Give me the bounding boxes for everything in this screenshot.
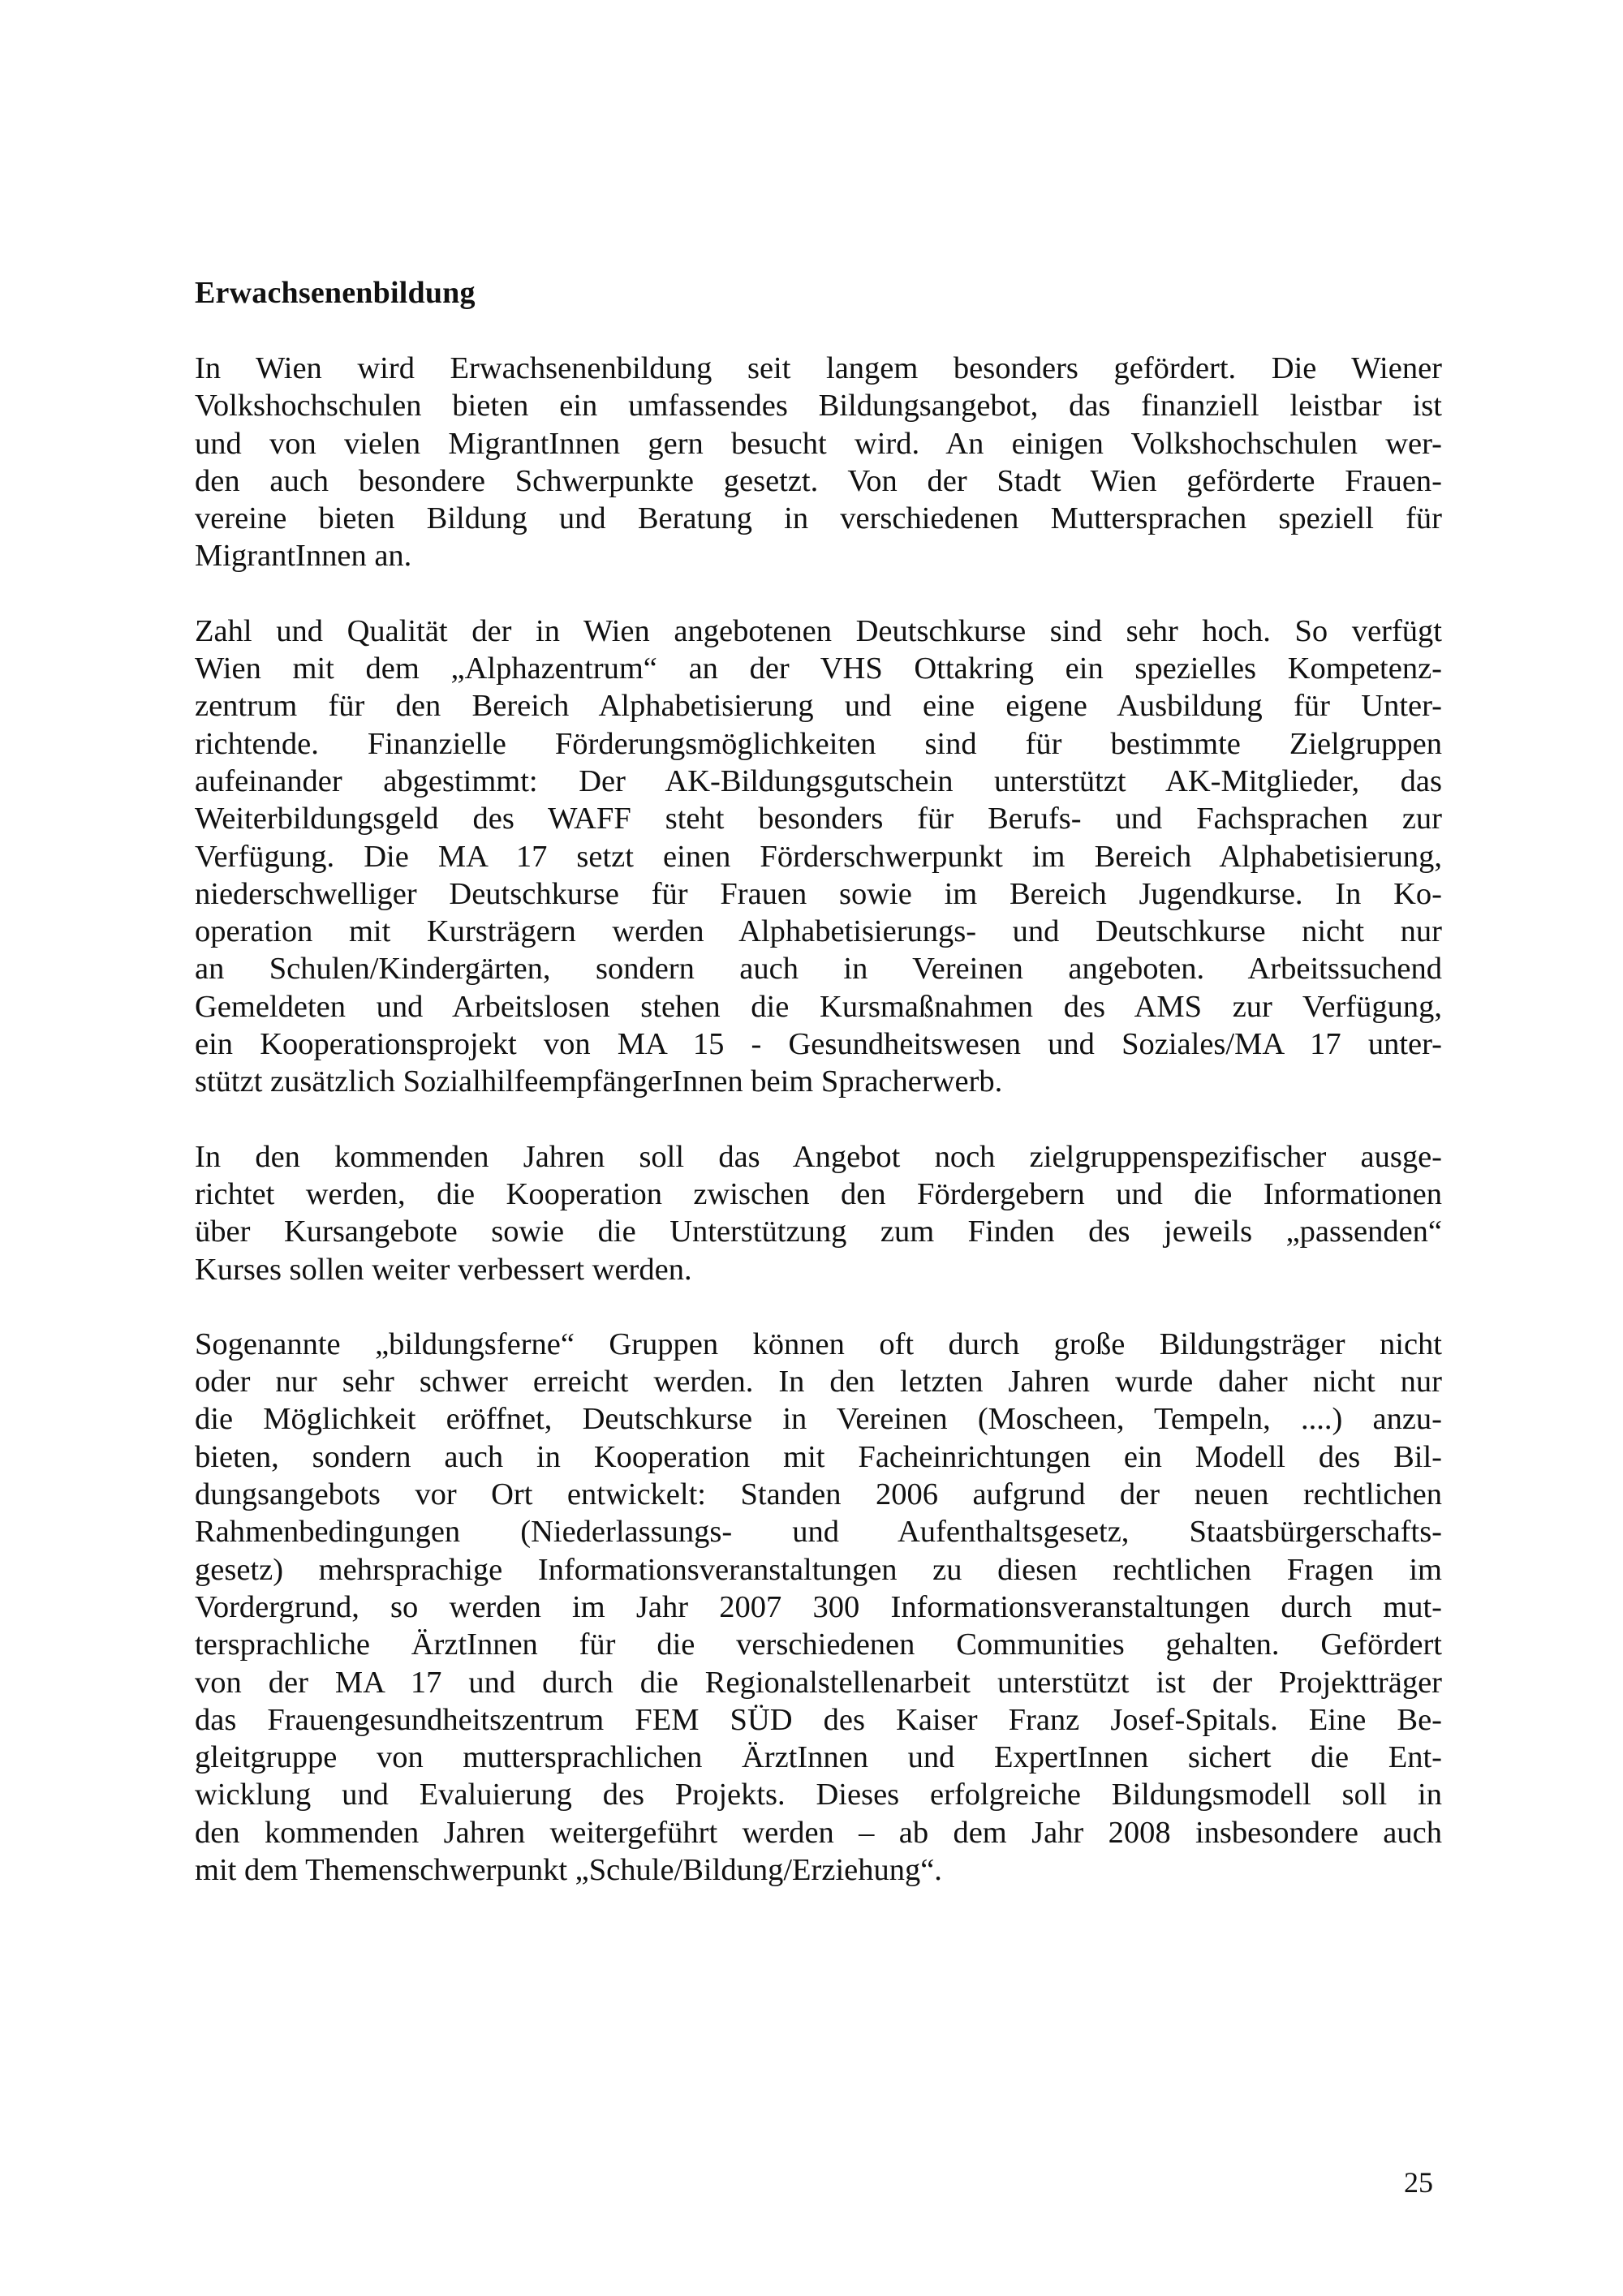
text-line: stützt zusätzlich SozialhilfeempfängerInnen beim Spracherwerb. [195, 1064, 1003, 1099]
body-text [195, 350, 1442, 1889]
text-line: aufeinander abgestimmt: Der AK-Bildungsgutschein unterstützt AK-Mitglieder, das [195, 763, 1442, 798]
text-line: Gemeldeten und Arbeitslosen stehen die Kursmaßnahmen des AMS zur Verfügung, [195, 989, 1442, 1024]
text-line: gleitgruppe von muttersprachlichen ÄrztInnen und ExpertInnen sichert die Ent- [195, 1740, 1442, 1775]
page-content [195, 274, 1442, 1926]
text-line: niederschwelliger Deutschkurse für Frauen sowie im Bereich Jugendkurse. In Ko- [195, 876, 1442, 911]
text-line: gesetz) mehrsprachige Informationsveranstaltungen zu diesen rechtlichen Fragen im [195, 1552, 1442, 1587]
text-line: und von vielen MigrantInnen gern besucht wird. An einigen Volkshochschulen wer- [195, 426, 1442, 461]
text-line: In den kommenden Jahren soll das Angebot noch zielgruppenspezifischer ausge- [195, 1139, 1442, 1174]
text-line: das Frauengesundheitszentrum FEM SÜD des Kaiser Franz Josef-Spitals. Eine Be- [195, 1702, 1442, 1737]
text-line: bieten, sondern auch in Kooperation mit Facheinrichtungen ein Modell des Bil- [195, 1439, 1442, 1474]
text-line: In Wien wird Erwachsenenbildung seit langem besonders gefördert. Die Wiener [195, 351, 1442, 385]
text-line: Rahmenbedingungen (Niederlassungs- und Aufenthaltsgesetz, Staatsbürgerschafts- [195, 1515, 1442, 1550]
text-line: Zahl und Qualität der in Wien angebotenen Deutschkurse sind sehr hoch. So verfügt [195, 613, 1442, 648]
text-line: Volkshochschulen bieten ein umfassendes Bildungsangebot, das finanziell leistbar ist [195, 389, 1442, 424]
paragraph [195, 1138, 1442, 1288]
paragraph [195, 1326, 1442, 1889]
text-line: Wien mit dem „Alphazentrum“ an der VHS Ottakring ein spezielles Kompetenz- [195, 651, 1442, 686]
text-line: die Möglichkeit eröffnet, Deutschkurse in Vereinen (Moscheen, Tempeln, ....) anzu- [195, 1402, 1442, 1437]
paragraph [195, 613, 1442, 1101]
text-line: zentrum für den Bereich Alphabetisierung und eine eigene Ausbildung für Unter- [195, 689, 1442, 724]
text-line: mit dem Themenschwerpunkt „Schule/Bildung/Erziehung“. [195, 1852, 942, 1887]
text-line: vereine bieten Bildung und Beratung in verschiedenen Muttersprachen speziell für [195, 501, 1442, 536]
text-line: von der MA 17 und durch die Regionalstellenarbeit unterstützt ist der Projektträger [195, 1665, 1442, 1700]
text-line: operation mit Kursträgern werden Alphabetisierungs- und Deutschkurse nicht nur [195, 914, 1442, 949]
text-line: an Schulen/Kindergärten, sondern auch in Vereinen angeboten. Arbeitssuchend [195, 952, 1442, 987]
text-line: richtet werden, die Kooperation zwischen den Fördergebern und die Informationen [195, 1176, 1442, 1211]
section-heading: Erwachsenenbildung [195, 276, 476, 310]
text-line: über Kursangebote sowie die Unterstützung zum Finden des jeweils „passenden“ [195, 1215, 1442, 1249]
text-line: oder nur sehr schwer erreicht werden. In den letzten Jahren wurde daher nicht nur [195, 1365, 1442, 1400]
text-line: tersprachliche ÄrztInnen für die verschiedenen Communities gehalten. Gefördert [195, 1627, 1442, 1662]
text-line: Sogenannte „bildungsferne“ Gruppen können oft durch große Bildungsträger nicht [195, 1326, 1442, 1361]
text-line: Verfügung. Die MA 17 setzt einen Förderschwerpunkt im Bereich Alphabetisierung, [195, 839, 1442, 874]
text-line: MigrantInnen an. [195, 539, 412, 574]
text-line: Vordergrund, so werden im Jahr 2007 300 Informationsveranstaltungen durch mut- [195, 1589, 1442, 1624]
text-line: den auch besondere Schwerpunkte gesetzt. Von der Stadt Wien geförderte Frauen- [195, 463, 1442, 498]
text-line: Kurses sollen weiter verbessert werden. [195, 1252, 692, 1287]
text-line: Weiterbildungsgeld des WAFF steht besonders für Berufs- und Fachsprachen zur [195, 802, 1442, 836]
text-line: den kommenden Jahren weitergeführt werden – ab dem Jahr 2008 insbesondere auch [195, 1815, 1442, 1850]
page-number: 25 [1404, 2166, 1433, 2199]
text-line: ein Kooperationsprojekt von MA 15 - Gesundheitswesen und Soziales/MA 17 unter- [195, 1027, 1442, 1062]
paragraph [195, 350, 1442, 575]
text-line: wicklung und Evaluierung des Projekts. Dieses erfolgreiche Bildungsmodell soll in [195, 1778, 1442, 1812]
text-line: dungsangebots vor Ort entwickelt: Standen 2006 aufgrund der neuen rechtlichen [195, 1477, 1442, 1512]
text-line: richtende. Finanzielle Förderungsmöglichkeiten sind für bestimmte Zielgruppen [195, 726, 1442, 761]
